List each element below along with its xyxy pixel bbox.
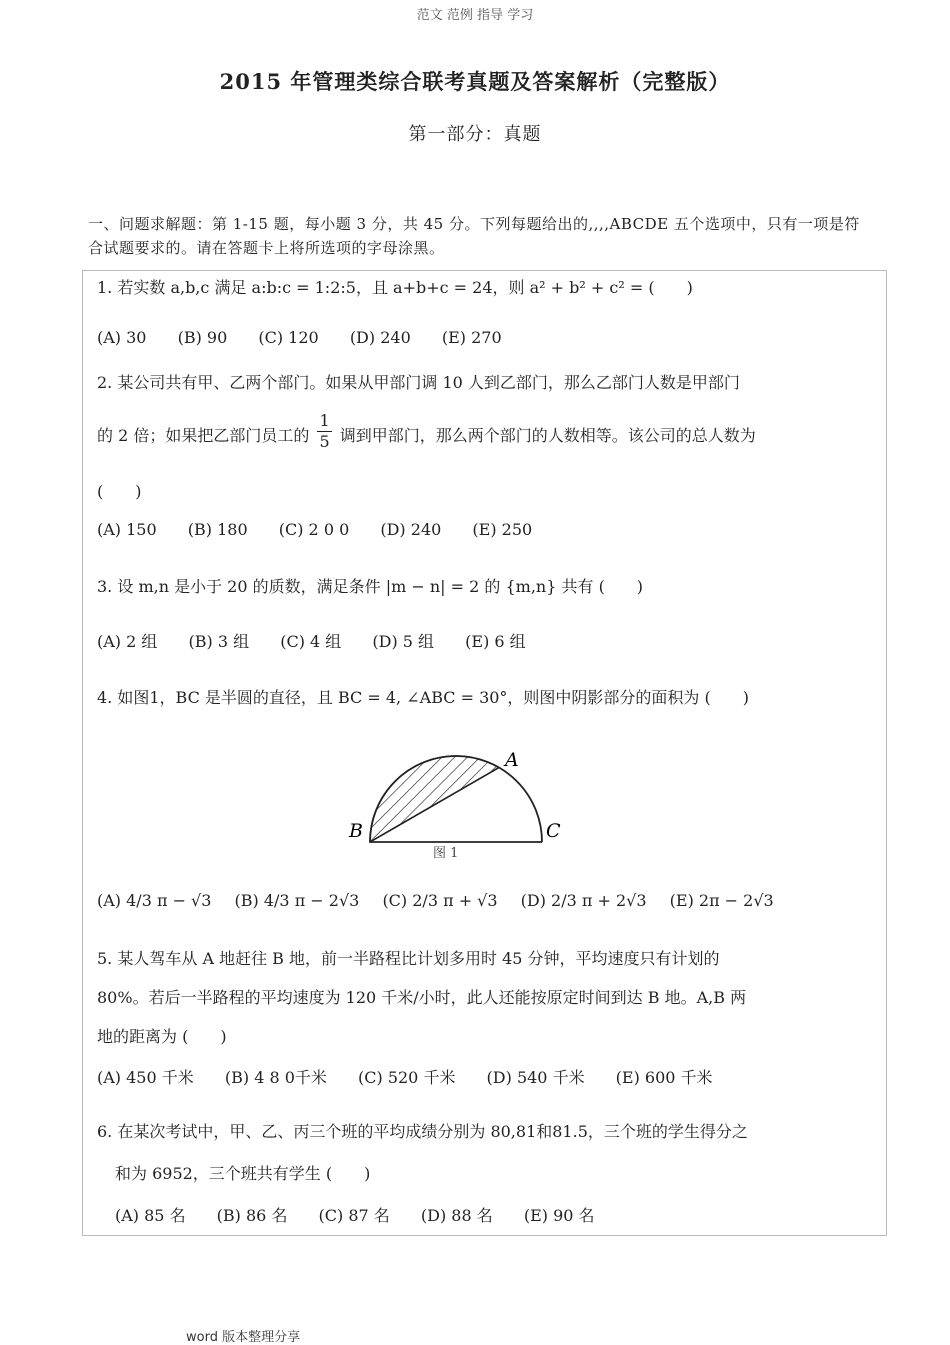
option-b: (B) 90: [177, 328, 228, 347]
option-d: (D) 240: [380, 520, 442, 539]
question-6-stem-line1: 6. 在某次考试中，甲、乙、丙三个班的平均成绩分别为 80,81和81.5，三个班的学生得分之: [97, 1122, 748, 1141]
option-c: (C) 520 千米: [358, 1068, 456, 1087]
question-1-options: [97, 328, 528, 347]
option-a: (A) 4/3 π − √3: [97, 891, 212, 910]
option-e: (E) 90 名: [523, 1206, 595, 1225]
label-c: C: [546, 820, 561, 842]
figure-1-semicircle: [345, 739, 575, 859]
questions-box: [82, 270, 887, 1236]
option-a: (A) 150: [97, 520, 157, 539]
question-3-options: [97, 629, 552, 652]
option-e: (E) 6 组: [465, 632, 526, 651]
option-a: (A) 85 名: [115, 1206, 186, 1225]
question-5-options: [97, 1065, 739, 1088]
question-2-stem-line3: ( ): [97, 482, 142, 501]
question-4-options: [97, 891, 792, 910]
question-5-stem-line3: 地的距离为 ( ): [97, 1027, 227, 1046]
question-1-stem: 1. 若实数 a,b,c 满足 a:b:c = 1:2:5，且 a+b+c = 24，则 a² + b² + c² = ( ): [97, 278, 693, 297]
question-6-options: [115, 1203, 621, 1226]
question-2-stem-line1: 2. 某公司共有甲、乙两个部门。如果从甲部门调 10 人到乙部门，那么乙部门人数是甲部门: [97, 373, 740, 392]
question-3-stem: 3. 设 m,n 是小于 20 的质数，满足条件 |m − n| = 2 的 {m,n} 共有 ( ): [97, 577, 644, 596]
option-c: (C) 2/3 π + √3: [382, 891, 498, 910]
option-b: (B) 4/3 π − 2√3: [234, 891, 360, 910]
option-e: (E) 250: [472, 520, 533, 539]
option-b: (B) 3 组: [188, 632, 250, 651]
option-a: (A) 450 千米: [97, 1068, 194, 1087]
option-e: (E) 270: [441, 328, 502, 347]
label-b: B: [349, 820, 363, 842]
question-4-stem: 4. 如图1，BC 是半圆的直径，且 BC = 4, ∠ABC = 30°，则图中阴影部分的面积为 ( ): [97, 688, 749, 707]
option-d: (D) 5 组: [372, 632, 435, 651]
shaded-region: [370, 756, 499, 842]
option-e: (E) 600 千米: [615, 1068, 713, 1087]
question-5-stem-line2: 80%。若后一半路程的平均速度为 120 千米/小时，此人还能按原定时间到达 B 地。A,B 两: [97, 988, 747, 1007]
option-b: (B) 4 8 0千米: [224, 1068, 327, 1087]
option-a: (A) 30: [97, 328, 147, 347]
option-c: (C) 4 组: [280, 632, 342, 651]
option-d: (D) 88 名: [420, 1206, 493, 1225]
option-e: (E) 2π − 2√3: [669, 891, 774, 910]
question-2-stem-line2: 的 2 倍；如果把乙部门员工的 $\frac{1}{5}$ 调到甲部门，那么两个部门的人数相等。该公司的总人数为: [97, 411, 756, 451]
document-title: 2015 年管理类综合联考真题及答案解析（完整版）: [219, 69, 731, 94]
option-c: (C) 2 0 0: [278, 520, 350, 539]
question-5-stem-line1: 5. 某人驾车从 A 地赶往 B 地，前一半路程比计划多用时 45 分钟，平均速度只有计划的: [97, 949, 720, 968]
option-d: (D) 540 千米: [486, 1068, 585, 1087]
option-d: (D) 2/3 π + 2√3: [520, 891, 647, 910]
page-footer: word 版本整理分享: [186, 1330, 301, 1345]
question-2-options: [97, 520, 558, 539]
option-a: (A) 2 组: [97, 632, 158, 651]
section-instructions: 一、问题求解题：第 1-15 题，每小题 3 分，共 45 分。下列每题给出的,,,,ABCDE 五个选项中，只有一项是符合试题要求的。请在答题卡上将所选项的字母涂黑。: [88, 215, 860, 257]
label-a: A: [505, 749, 519, 771]
page-header: 范文 范例 指导 学习: [416, 8, 534, 23]
question-6-stem-line2: 和为 6952，三个班共有学生 ( ): [115, 1164, 371, 1183]
option-c: (C) 120: [258, 328, 319, 347]
option-c: (C) 87 名: [318, 1206, 390, 1225]
option-d: (D) 240: [349, 328, 411, 347]
option-b: (B) 180: [187, 520, 248, 539]
section-title: 第一部分：真题: [408, 124, 542, 145]
option-b: (B) 86 名: [216, 1206, 288, 1225]
fraction-one-fifth: $\frac{1}{5}$: [319, 411, 330, 451]
figure-caption: 图 1: [433, 846, 459, 859]
